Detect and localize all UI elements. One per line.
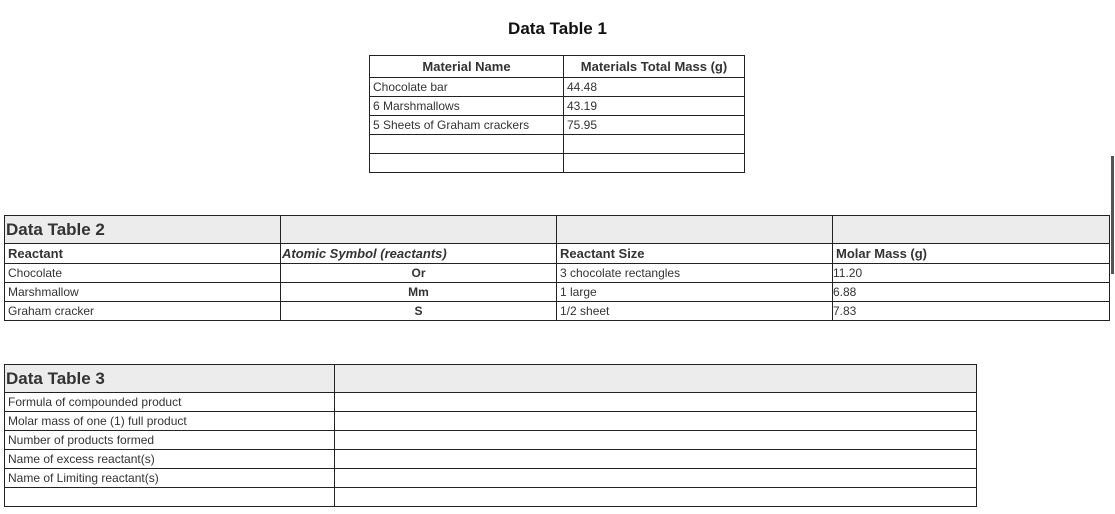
table-cell[interactable]	[557, 216, 833, 244]
data-table-2-title[interactable]: Data Table 2	[5, 216, 281, 244]
column-header[interactable]: Atomic Symbol (reactants)	[281, 244, 557, 264]
table-title-row	[5, 365, 977, 393]
table-cell[interactable]: 75.95	[564, 116, 745, 135]
table-cell[interactable]	[833, 216, 1110, 244]
table-cell[interactable]	[335, 488, 977, 507]
table-cell[interactable]: 7.83	[833, 302, 1110, 321]
table-header-row	[5, 244, 1110, 264]
vertical-scrollbar[interactable]	[1111, 156, 1114, 274]
table-cell[interactable]: Mm	[281, 283, 557, 302]
table-cell[interactable]	[335, 393, 977, 412]
table-cell[interactable]: Or	[281, 264, 557, 283]
table-row	[370, 78, 745, 97]
table-row	[5, 302, 1110, 321]
table-cell[interactable]	[335, 412, 977, 431]
table-row	[5, 264, 1110, 283]
table-row	[370, 97, 745, 116]
table-cell[interactable]	[335, 469, 977, 488]
table-cell[interactable]	[564, 154, 745, 173]
table-cell[interactable]: 6 Marshmallows	[370, 97, 564, 116]
table-cell[interactable]	[370, 154, 564, 173]
table-cell[interactable]: Marshmallow	[5, 283, 281, 302]
column-header[interactable]: Molar Mass (g)	[833, 244, 1110, 264]
table-cell[interactable]	[335, 365, 977, 393]
table-row	[370, 135, 745, 154]
table-cell[interactable]	[281, 216, 557, 244]
table-cell[interactable]	[5, 488, 335, 507]
table-cell[interactable]: 1/2 sheet	[557, 302, 833, 321]
column-header[interactable]: Reactant Size	[557, 244, 833, 264]
table-cell[interactable]	[564, 135, 745, 154]
table-cell[interactable]: 3 chocolate rectangles	[557, 264, 833, 283]
data-table-2	[4, 215, 1110, 321]
table-cell[interactable]	[335, 450, 977, 469]
table-row	[370, 116, 745, 135]
table-row	[5, 393, 977, 412]
table-cell[interactable]: 6.88	[833, 283, 1110, 302]
table-cell[interactable]: 44.48	[564, 78, 745, 97]
table-cell[interactable]: Number of products formed	[5, 431, 335, 450]
table-cell[interactable]	[335, 431, 977, 450]
column-header[interactable]: Reactant	[5, 244, 281, 264]
data-table-1	[369, 55, 745, 173]
data-table-1-title: Data Table 1	[508, 19, 607, 38]
table-cell[interactable]: 5 Sheets of Graham crackers	[370, 116, 564, 135]
table-cell[interactable]: Graham cracker	[5, 302, 281, 321]
table-cell[interactable]	[370, 135, 564, 154]
table-row	[370, 154, 745, 173]
table-cell[interactable]: Name of Limiting reactant(s)	[5, 469, 335, 488]
data-table-3-title[interactable]: Data Table 3	[5, 365, 335, 393]
table-row	[5, 488, 977, 507]
table-row	[5, 469, 977, 488]
table-title-row	[5, 216, 1110, 244]
table-row	[5, 450, 977, 469]
column-header: Materials Total Mass (g)	[564, 56, 745, 78]
table-cell[interactable]: Chocolate	[5, 264, 281, 283]
table-cell[interactable]: 1 large	[557, 283, 833, 302]
table-cell[interactable]: Molar mass of one (1) full product	[5, 412, 335, 431]
column-header: Material Name	[370, 56, 564, 78]
table-row	[5, 431, 977, 450]
table-cell[interactable]: S	[281, 302, 557, 321]
table-cell[interactable]: 11.20	[833, 264, 1110, 283]
table-row	[5, 412, 977, 431]
data-table-3	[4, 364, 977, 507]
table-cell[interactable]: Chocolate bar	[370, 78, 564, 97]
table-row	[5, 283, 1110, 302]
table-header-row	[370, 56, 745, 78]
table-cell[interactable]: Name of excess reactant(s)	[5, 450, 335, 469]
table-cell[interactable]: Formula of compounded product	[5, 393, 335, 412]
table-cell[interactable]: 43.19	[564, 97, 745, 116]
